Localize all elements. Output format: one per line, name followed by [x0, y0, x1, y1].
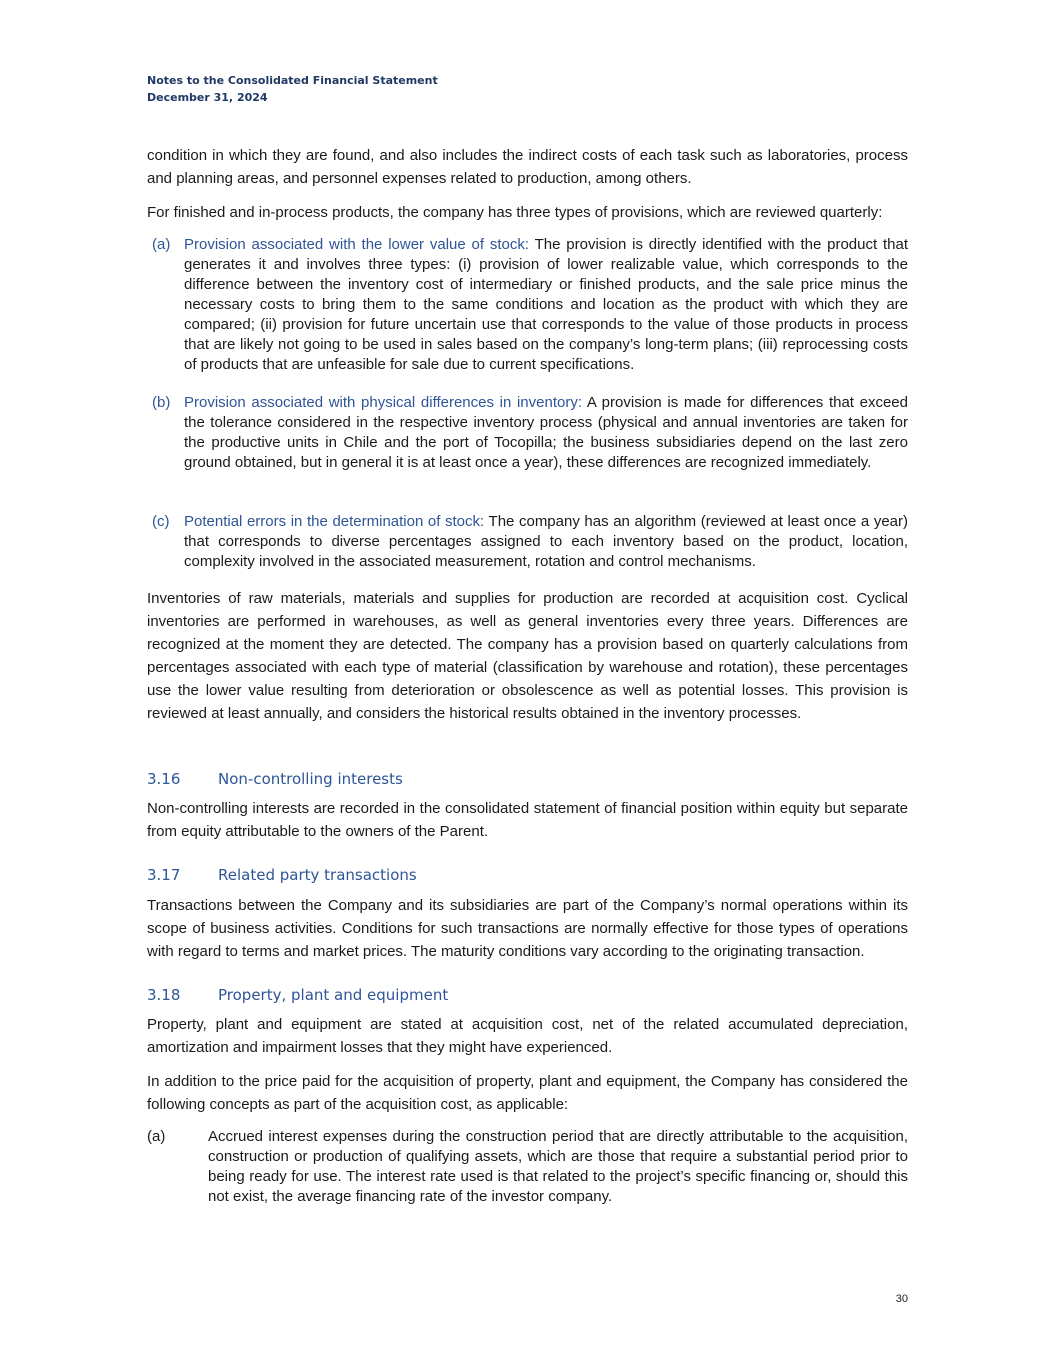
section-title: Related party transactions [218, 866, 417, 884]
provision-title: Provision associated with physical differences in inventory: [184, 394, 583, 411]
provision-item-a [147, 235, 908, 375]
header-title: Notes to the Consolidated Financial Statement [147, 74, 438, 87]
provision-title: Provision associated with the lower value of stock: [184, 236, 530, 253]
item-text: Accrued interest expenses during the construction period that are directly attributable to the acquisition, construction or production of qualifying assets, which are those that require a substantial period prior to being ready for use. The interest rate used is that related to the project’s specific financing or, should this not exist, the average financing rate of the investor company. [208, 1128, 908, 1205]
section-heading-3-16 [147, 769, 403, 789]
provision-item-c [147, 512, 908, 572]
section-title: Non-controlling interests [218, 770, 403, 788]
section-heading-3-18 [147, 985, 448, 1005]
list-marker: (a) [152, 236, 171, 253]
provision-text: The provision is directly identified with the product that generates it and involves three types: (i) provision of lower realizable value, which corresponds to the difference between the inventory cost of intermediary or finished products, and the sale price minus the necessary costs to bring them to the same conditions and location as the product with which they are compared; (ii) provision for future uncertain use that corresponds to the value of those products in process that are likely not going to be used in sales based on the company’s long-term plans; (iii) reprocessing costs of products that are unfeasible for sale due to current specifications. [184, 236, 908, 373]
list-marker: (a) [147, 1128, 166, 1145]
inventories-paragraph: Inventories of raw materials, materials and supplies for production are recorded at acquisition cost. Cyclical inventories are performed in warehouses, as well as general inventories every three years. Differences are recognized at the moment they are detected. The company has a provision based on quarterly calculations from percentages associated with each type of material (classification by warehouse and rotation), these percentages use the lower value resulting from deterioration or obsolescence as well as potential losses. This provision is reviewed at least annually, and considers the historical results obtained in the inventory processes. [147, 590, 908, 722]
page-header [147, 72, 438, 106]
section-3-18-paragraph-1: Property, plant and equipment are stated at acquisition cost, net of the related accumulated depreciation, amortization and impairment losses that they might have experienced. [147, 1016, 908, 1056]
section-heading-3-17 [147, 865, 417, 885]
provision-item-b [147, 393, 908, 473]
provision-text: The company has an algorithm (reviewed at least once a year) that corresponds to diverse percentages assigned to each inventory based on the product, location, complexity involved in the associated measurement, rotation and control mechanisms. [184, 513, 908, 570]
provision-title: Potential errors in the determination of stock: [184, 513, 485, 530]
section-3-16-paragraph: Non-controlling interests are recorded in the consolidated statement of financial position within equity but separate from equity attributable to the owners of the Parent. [147, 800, 908, 840]
section-number: 3.18 [147, 986, 181, 1004]
header-date: December 31, 2024 [147, 91, 268, 104]
section-3-17-paragraph: Transactions between the Company and its subsidiaries are part of the Company’s normal operations within its scope of business activities. Conditions for such transactions are normally effective for those types of operations with regard to terms and market prices. The maturity conditions vary according to the originating transaction. [147, 897, 908, 960]
provisions-intro: For finished and in-process products, the company has three types of provisions, which are reviewed quarterly: [147, 204, 883, 221]
list-marker: (b) [152, 394, 171, 411]
section-3-18-paragraph-2: In addition to the price paid for the acquisition of property, plant and equipment, the Company has considered the following concepts as part of the acquisition cost, as applicable: [147, 1073, 908, 1113]
intro-paragraph: condition in which they are found, and also includes the indirect costs of each task such as laboratories, process and planning areas, and personnel expenses related to production, among others. [147, 147, 908, 187]
section-number: 3.17 [147, 866, 181, 884]
acquisition-cost-item-a [147, 1127, 908, 1207]
section-number: 3.16 [147, 770, 181, 788]
page-number: 30 [895, 1293, 908, 1305]
section-title: Property, plant and equipment [218, 986, 449, 1004]
list-marker: (c) [152, 513, 170, 530]
provision-text: A provision is made for differences that exceed the tolerance considered in the respective inventory process (physical and annual inventories are taken for the productive units in Chile and the port of Tocopilla; the business subsidiaries depend on the last zero ground obtained, but in general it is at least once a year), these differences are recognized immediately. [184, 394, 908, 471]
